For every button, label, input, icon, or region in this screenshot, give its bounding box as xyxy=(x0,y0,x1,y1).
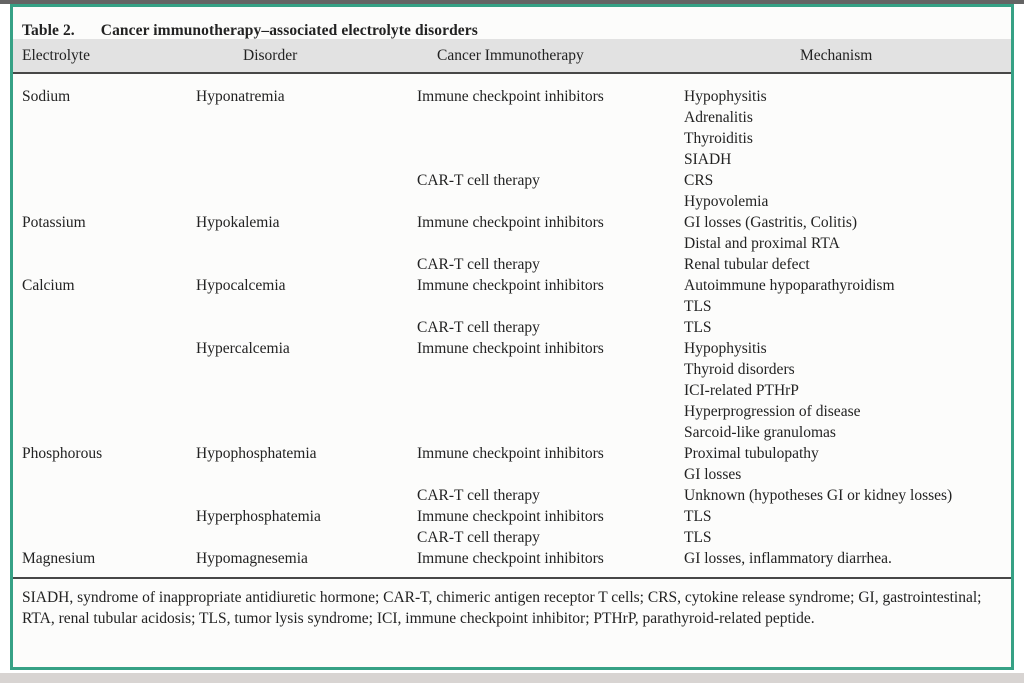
cell-disorder xyxy=(196,170,417,212)
table-footnote: SIADH, syndrome of inappropriate antidiuretic hormone; CAR-T, chimeric antigen receptor T cells; CRS, cytokine release syndrome; GI, gastrointestinal; RTA, renal tubular acidosis; TLS, tumor lysis syndrome; ICI, immune checkpoint inhibitor; PTHrP, parathyroid-related peptide. xyxy=(22,589,982,627)
cell-disorder xyxy=(196,317,417,338)
cell-therapy: CAR-T cell therapy xyxy=(417,256,540,273)
cell-disorder xyxy=(196,254,417,275)
mechanism-line: Hyperprogression of disease xyxy=(684,403,861,420)
mechanism-line: CRS xyxy=(684,172,714,189)
mechanism-line: Sarcoid-like granulomas xyxy=(684,424,836,441)
mechanism-line: TLS xyxy=(684,529,712,546)
mechanism-line: ICI-related PTHrP xyxy=(684,382,799,399)
cell-mechanisms xyxy=(684,506,1011,527)
cell-electrolyte xyxy=(13,338,196,443)
table-row xyxy=(13,86,1011,170)
cell-disorder: Hyponatremia xyxy=(196,88,285,105)
cell-therapy: CAR-T cell therapy xyxy=(417,529,540,546)
cell-mechanisms xyxy=(684,317,1011,338)
table-row xyxy=(13,275,1011,317)
mechanism-line: SIADH xyxy=(684,151,732,168)
cell-electrolyte: Potassium xyxy=(22,214,86,231)
cell-mechanisms xyxy=(684,443,1011,485)
mechanism-line: Renal tubular defect xyxy=(684,256,810,273)
cell-mechanisms xyxy=(684,212,1011,254)
mechanism-line: Unknown (hypotheses GI or kidney losses) xyxy=(684,487,953,504)
cell-therapy: Immune checkpoint inhibitors xyxy=(417,277,604,294)
cell-electrolyte: Sodium xyxy=(22,88,71,105)
mechanism-line: GI losses xyxy=(684,466,742,483)
mechanism-line: TLS xyxy=(684,319,712,336)
cell-therapy: CAR-T cell therapy xyxy=(417,172,540,189)
cell-therapy: Immune checkpoint inhibitors xyxy=(417,214,604,231)
column-header-electrolyte: Electrolyte xyxy=(22,46,90,64)
cell-therapy: Immune checkpoint inhibitors xyxy=(417,550,604,567)
mechanism-line: Thyroiditis xyxy=(684,130,753,147)
mechanism-line: TLS xyxy=(684,508,712,525)
cell-disorder: Hypokalemia xyxy=(196,214,280,231)
cell-therapy: CAR-T cell therapy xyxy=(417,487,540,504)
mechanism-line: GI losses (Gastritis, Colitis) xyxy=(684,214,858,231)
mechanism-line: GI losses, inflammatory diarrhea. xyxy=(684,550,892,567)
table-row xyxy=(13,443,1011,485)
mechanism-line: Thyroid disorders xyxy=(684,361,795,378)
table-row xyxy=(13,548,1011,569)
table-row xyxy=(13,338,1011,443)
table-number-label: Table 2. xyxy=(22,22,75,39)
table-header-row xyxy=(13,39,1011,74)
mechanism-line: Distal and proximal RTA xyxy=(684,235,840,252)
mechanism-line: Proximal tubulopathy xyxy=(684,445,819,462)
table-title-text: Cancer immunotherapy–associated electrolyte disorders xyxy=(100,22,478,39)
cell-therapy: CAR-T cell therapy xyxy=(417,319,540,336)
cell-mechanisms xyxy=(684,338,1011,443)
cell-therapy: Immune checkpoint inhibitors xyxy=(417,88,604,105)
cell-disorder: Hypomagnesemia xyxy=(196,550,308,567)
cell-electrolyte xyxy=(13,254,196,275)
table-row xyxy=(13,527,1011,548)
cell-disorder xyxy=(196,485,417,506)
page-bottom-edge xyxy=(0,673,1024,683)
table-row xyxy=(13,212,1011,254)
table-body xyxy=(13,86,1011,579)
mechanism-line: Hypophysitis xyxy=(684,88,767,105)
cell-disorder xyxy=(196,527,417,548)
cell-disorder: Hypocalcemia xyxy=(196,277,286,294)
cell-electrolyte: Magnesium xyxy=(22,550,96,567)
cell-electrolyte: Phosphorous xyxy=(22,445,103,462)
cell-mechanisms xyxy=(684,86,1011,170)
cell-disorder: Hypercalcemia xyxy=(196,340,290,357)
cell-electrolyte xyxy=(13,170,196,212)
cell-mechanisms xyxy=(684,527,1011,548)
mechanism-line: Adrenalitis xyxy=(684,109,753,126)
table-row xyxy=(13,506,1011,527)
cell-mechanisms xyxy=(684,548,1011,569)
cell-mechanisms xyxy=(684,254,1011,275)
cell-disorder: Hyperphosphatemia xyxy=(196,508,321,525)
mechanism-line: Autoimmune hypoparathyroidism xyxy=(684,277,895,294)
table-row xyxy=(13,485,1011,506)
cell-electrolyte xyxy=(13,527,196,548)
mechanism-line: Hypophysitis xyxy=(684,340,767,357)
table-row xyxy=(13,317,1011,338)
cell-electrolyte xyxy=(13,506,196,527)
cell-electrolyte xyxy=(13,485,196,506)
cell-electrolyte xyxy=(13,317,196,338)
column-header-mechanism: Mechanism xyxy=(800,46,873,64)
column-header-disorder: Disorder xyxy=(243,46,298,64)
table-card xyxy=(10,4,1014,670)
cell-mechanisms xyxy=(684,170,1011,212)
table-title xyxy=(13,7,1011,39)
table-row xyxy=(13,170,1011,212)
table-row xyxy=(13,254,1011,275)
cell-disorder: Hypophosphatemia xyxy=(196,445,317,462)
cell-therapy: Immune checkpoint inhibitors xyxy=(417,445,604,462)
cell-mechanisms xyxy=(684,275,1011,317)
cell-therapy: Immune checkpoint inhibitors xyxy=(417,508,604,525)
cell-electrolyte: Calcium xyxy=(22,277,75,294)
mechanism-line: TLS xyxy=(684,298,712,315)
cell-mechanisms xyxy=(684,485,1011,506)
cell-therapy: Immune checkpoint inhibitors xyxy=(417,340,604,357)
column-header-cancer-immunotherapy: Cancer Immunotherapy xyxy=(437,46,584,64)
mechanism-line: Hypovolemia xyxy=(684,193,769,210)
